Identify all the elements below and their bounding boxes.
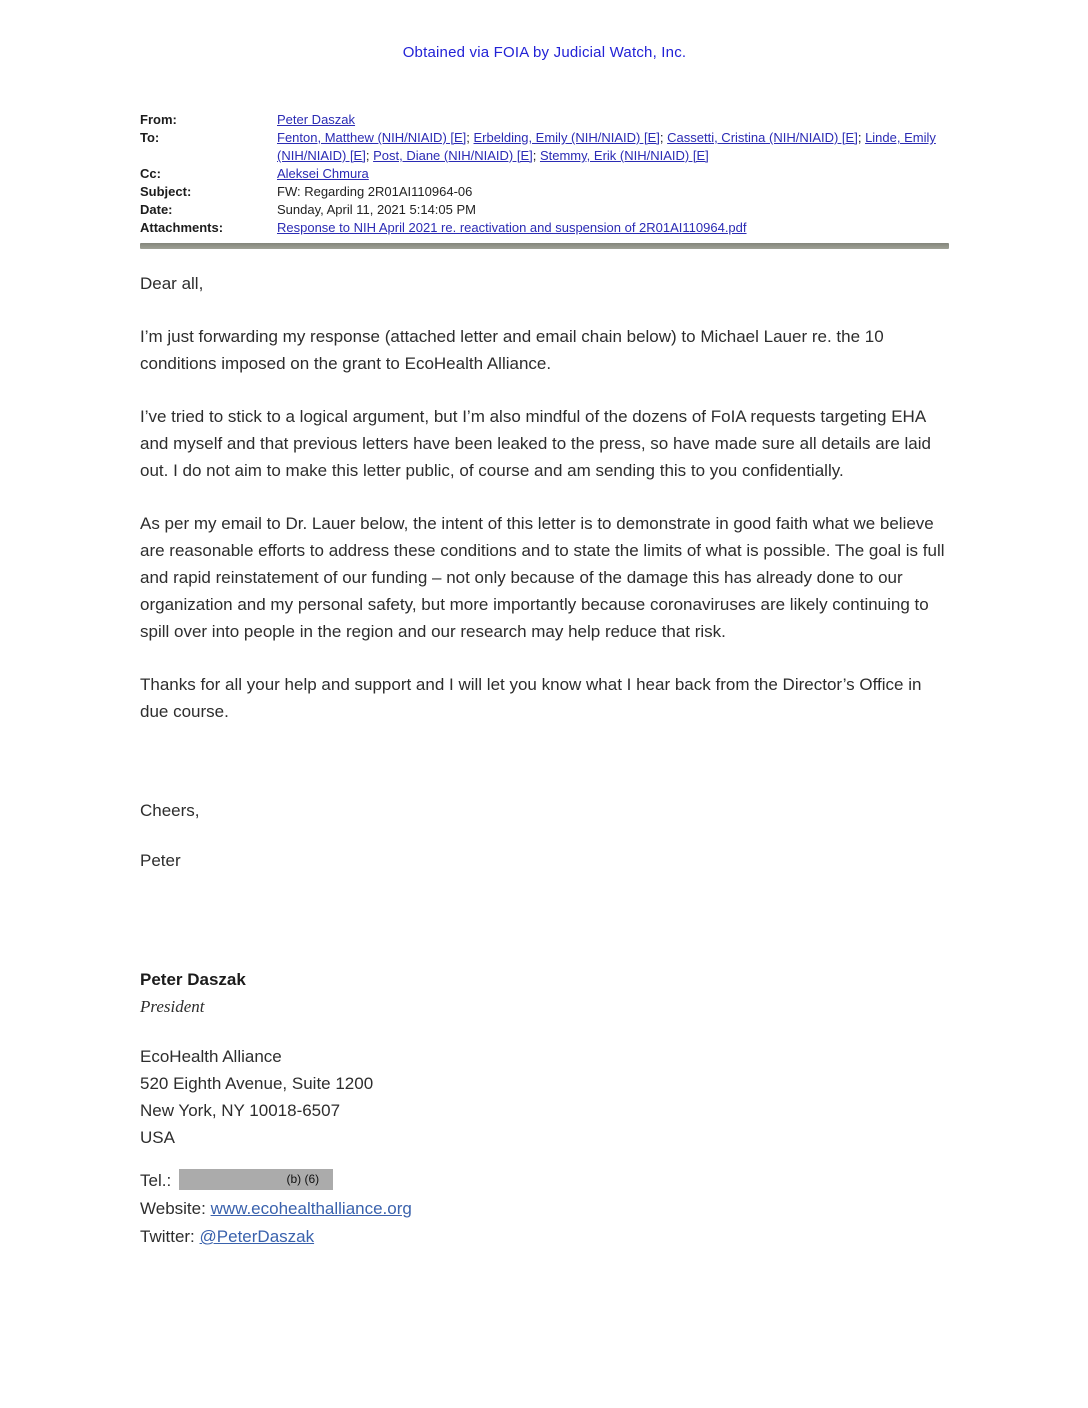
recipient-link[interactable]: Post, Diane (NIH/NIAID) [E] (373, 148, 533, 163)
closing: Cheers, (140, 801, 200, 820)
email-header (140, 111, 949, 237)
redaction-box (179, 1169, 333, 1190)
foia-stamp: Obtained via FOIA by Judicial Watch, Inc. (402, 44, 687, 61)
subject-value: FW: Regarding 2R01AI110964-06 (277, 184, 473, 199)
signature-street: 520 Eighth Avenue, Suite 1200 (140, 1074, 374, 1093)
signoff: Peter (140, 851, 181, 870)
redaction-code: (b) (6) (286, 1172, 320, 1187)
cc-recipient-link[interactable]: Aleksei Chmura (277, 166, 369, 181)
from-label: From: (140, 112, 177, 127)
signature-block (140, 966, 949, 1251)
signature-country: USA (140, 1128, 175, 1147)
tel-label: Tel.: (140, 1171, 172, 1190)
cc-value (277, 165, 949, 183)
signature-title: President (140, 997, 205, 1016)
website-label: Website: (140, 1199, 206, 1218)
sender-link[interactable]: Peter Daszak (277, 112, 356, 127)
recipient-separator: ; (365, 148, 374, 163)
recipient-link[interactable]: Stemmy, Erik (NIH/NIAID) [E] (539, 148, 709, 163)
signature-name: Peter Daszak (140, 970, 246, 989)
header-row-to (140, 129, 949, 165)
date-value: Sunday, April 11, 2021 5:14:05 PM (277, 202, 476, 217)
twitter-label: Twitter: (140, 1227, 195, 1246)
attachments-label: Attachments: (140, 220, 224, 235)
twitter-row (140, 1223, 949, 1251)
recipient-link[interactable]: Erbelding, Emily (NIH/NIAID) [E] (473, 130, 660, 145)
recipient-link[interactable]: Cassetti, Cristina (NIH/NIAID) [E] (667, 130, 858, 145)
signature-city: New York, NY 10018-6507 (140, 1101, 341, 1120)
subject-label: Subject: (140, 184, 192, 199)
recipient-link[interactable]: Fenton, Matthew (NIH/NIAID) [E] (277, 130, 467, 145)
to-value (277, 129, 949, 165)
header-row-cc (140, 165, 949, 183)
from-value (277, 111, 949, 129)
signature-org: EcoHealth Alliance (140, 1047, 282, 1066)
cc-label: Cc: (140, 166, 161, 181)
greeting: Dear all, (140, 274, 204, 293)
date-label: Date: (140, 202, 173, 217)
recipient-separator: ; (857, 130, 866, 145)
contact-block (140, 1167, 949, 1251)
tel-row (140, 1167, 949, 1195)
header-row-date (140, 201, 949, 219)
attachments-value (277, 219, 949, 237)
website-link[interactable]: www.ecohealthalliance.org (210, 1199, 412, 1218)
website-row (140, 1195, 949, 1223)
header-row-subject (140, 183, 949, 201)
to-label: To: (140, 130, 160, 145)
header-divider (140, 243, 949, 249)
body-paragraph: Thanks for all your help and support and I will let you know what I hear back from the Director’s Office in due course. (140, 675, 922, 721)
body-paragraph: As per my email to Dr. Lauer below, the intent of this letter is to demonstrate in good faith what we believe are reasonable efforts to address these conditions and to state the limits of what is possible. The goal is full and rapid reinstatement of our funding – not only because of the damage this has already done to our organization and my personal safety, but more importantly because coronaviruses are likely continuing to spill over into people in the region and our research may help reduce that risk. (140, 514, 945, 641)
body-paragraph: I’m just forwarding my response (attached letter and email chain below) to Michael Lauer re. the 10 conditions imposed on the grant to EcoHealth Alliance. (140, 327, 884, 373)
recipient-separator: ; (466, 130, 474, 145)
signature-address (140, 1043, 949, 1151)
recipient-link[interactable]: Linde, Emily (NIH/NIAID) [E] (277, 130, 936, 163)
attachment-link[interactable]: Response to NIH April 2021 re. reactivation and suspension of 2R01AI110964.pdf (277, 220, 747, 235)
recipient-separator: ; (659, 130, 668, 145)
header-row-attachments (140, 219, 949, 237)
recipient-separator: ; (532, 148, 540, 163)
header-row-from (140, 111, 949, 129)
twitter-link[interactable]: @PeterDaszak (199, 1227, 315, 1246)
email-body (140, 270, 949, 874)
body-paragraph: I’ve tried to stick to a logical argument, but I’m also mindful of the dozens of FoIA requests targeting EHA and myself and that previous letters have been leaked to the press, so have made sure all details are laid out. I do not aim to make this letter public, of course and am sending this to you confidentially. (140, 407, 931, 480)
